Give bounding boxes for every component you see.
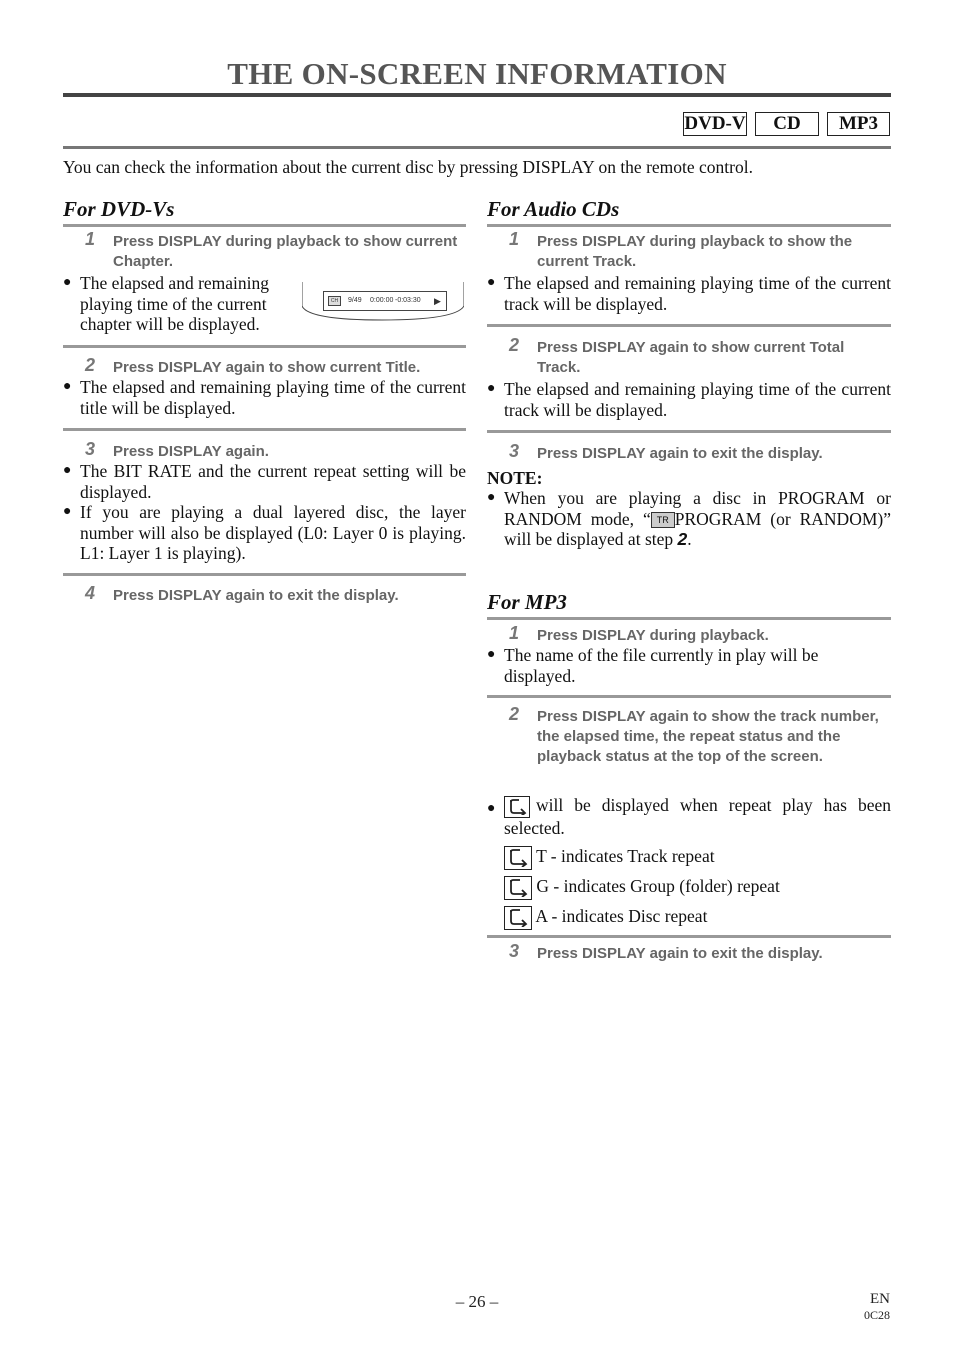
cd-heading: For Audio CDs	[487, 197, 620, 221]
repeat-item-group	[504, 876, 891, 900]
bullet-text: If you are playing a dual layered disc, the layer number will also be displayed (L0: Layer 0 is playing. L1: Layer 1 is playing).	[80, 502, 466, 563]
step-text: Press DISPLAY during playback to show the current Track.	[537, 233, 853, 270]
step-number: 3	[509, 441, 520, 461]
play-icon: ▶	[434, 296, 441, 306]
step-text: Press DISPLAY during playback to show current Chapter.	[113, 233, 458, 270]
cd-rule-1	[487, 224, 891, 227]
step-text: Press DISPLAY again to show the track number, the elapsed time, the repeat status and the playback status at the top of the screen.	[537, 708, 879, 765]
bullet-text: The elapsed and remaining playing time of the current track will be displayed.	[504, 379, 891, 420]
cd-rule-3	[487, 430, 891, 433]
repeat-item-track	[504, 846, 891, 870]
step-number: 1	[509, 229, 520, 249]
dvd-heading: For DVD-Vs	[63, 197, 175, 221]
repeat-item-text: G - indicates Group (folder) repeat	[536, 876, 780, 897]
cd-rule-2	[487, 324, 891, 327]
note-text-pre: When you are playing a disc in PROGRAM or RANDOM mode, “	[504, 488, 891, 529]
track-icon: TR	[651, 512, 675, 528]
step-number: 2	[509, 704, 520, 724]
cd-step-2-bullet	[487, 379, 891, 420]
page-number: – 26 –	[455, 1292, 499, 1311]
repeat-icon	[504, 846, 532, 870]
step-text: Press DISPLAY during playback.	[537, 627, 769, 644]
intro-text: You can check the information about the current disc by pressing DISPLAY on the remote control.	[63, 157, 753, 177]
osd-bar	[323, 291, 447, 311]
step-text: Press DISPLAY again to show current Title.	[113, 359, 421, 376]
bullet-icon: ●	[63, 379, 72, 394]
note-text-post: PROGRAM (or RANDOM)” will be displayed at step	[504, 508, 891, 549]
step-text: Press DISPLAY again to exit the display.	[537, 945, 823, 962]
repeat-item-text: A - indicates Disc repeat	[535, 906, 708, 927]
repeat-icon	[504, 906, 532, 930]
osd-chapter: 9/49	[348, 297, 362, 304]
bullet-text: The elapsed and remaining playing time of the current chapter will be displayed.	[80, 273, 270, 334]
bullet-icon: ●	[487, 647, 496, 662]
osd-elapsed: 0:00:00	[370, 297, 394, 304]
step-number: 3	[509, 941, 520, 961]
dvd-rule-2	[63, 345, 466, 348]
osd-remaining: -0:03:30	[395, 297, 421, 304]
bullet-text: The BIT RATE and the current repeat setting will be displayed.	[80, 461, 466, 502]
dvd-step-3-bullet-2	[63, 502, 466, 564]
chapter-icon: CH	[328, 296, 341, 306]
badge-dvd: DVD-V	[684, 113, 746, 134]
step-text: Press DISPLAY again to show current Total Track.	[537, 339, 845, 376]
bullet-text: The elapsed and remaining playing time of the current title will be displayed.	[80, 377, 466, 418]
badge-mp3: MP3	[827, 112, 890, 136]
cd-step-1-bullet	[487, 273, 891, 314]
step-number: 1	[509, 623, 520, 643]
step-number: 1	[85, 229, 96, 249]
osd-illustration	[302, 282, 464, 322]
bullet-icon: ●	[487, 275, 496, 290]
bullet-text: The name of the file currently in play will be displayed.	[504, 645, 819, 686]
bullet-text: will be displayed when repeat play has been selected.	[504, 795, 892, 838]
mp3-heading: For MP3	[487, 590, 567, 614]
language-code: EN	[870, 1291, 890, 1307]
repeat-item-disc	[504, 906, 891, 930]
repeat-icon	[504, 876, 532, 900]
step-number: 2	[85, 355, 96, 375]
badge-rule	[63, 146, 891, 149]
note-text	[487, 488, 891, 550]
note-step-number: 2	[677, 529, 688, 549]
mp3-rule-1	[487, 617, 891, 620]
bullet-icon: ●	[63, 275, 72, 290]
repeat-icon	[504, 796, 530, 818]
page-title: THE ON-SCREEN INFORMATION	[227, 56, 727, 91]
mp3-repeat-bullet	[487, 795, 892, 838]
step-number: 3	[85, 439, 96, 459]
document-code: 0C28	[863, 1308, 890, 1322]
mp3-step-1-bullet	[487, 645, 874, 686]
dvd-rule-3	[63, 428, 466, 431]
badge-cd: CD	[755, 112, 819, 136]
mp3-rule-3	[487, 935, 891, 938]
step-text: Press DISPLAY again to exit the display.	[113, 587, 399, 604]
dvd-rule-4	[63, 573, 466, 576]
step-text: Press DISPLAY again to exit the display.	[537, 445, 823, 462]
mp3-rule-2	[487, 695, 891, 698]
note-label: NOTE:	[487, 468, 543, 488]
title-rule	[63, 93, 891, 97]
dvd-rule-1	[63, 224, 466, 227]
bullet-icon: ●	[487, 801, 496, 816]
dvd-step-1-bullet	[63, 273, 290, 335]
step-text: Press DISPLAY again.	[113, 443, 269, 460]
bullet-icon: ●	[63, 463, 72, 478]
step-number: 4	[85, 583, 96, 603]
bullet-icon: ●	[487, 381, 496, 396]
dvd-step-2-bullet	[63, 377, 466, 418]
note-text-end: .	[687, 529, 692, 549]
dvd-step-3-bullet-1	[63, 461, 466, 502]
bullet-icon: ●	[487, 490, 496, 505]
bullet-icon: ●	[63, 504, 72, 519]
step-number: 2	[509, 335, 520, 355]
bullet-text: The elapsed and remaining playing time of the current track will be displayed.	[504, 273, 891, 314]
repeat-item-text: T - indicates Track repeat	[536, 846, 715, 867]
